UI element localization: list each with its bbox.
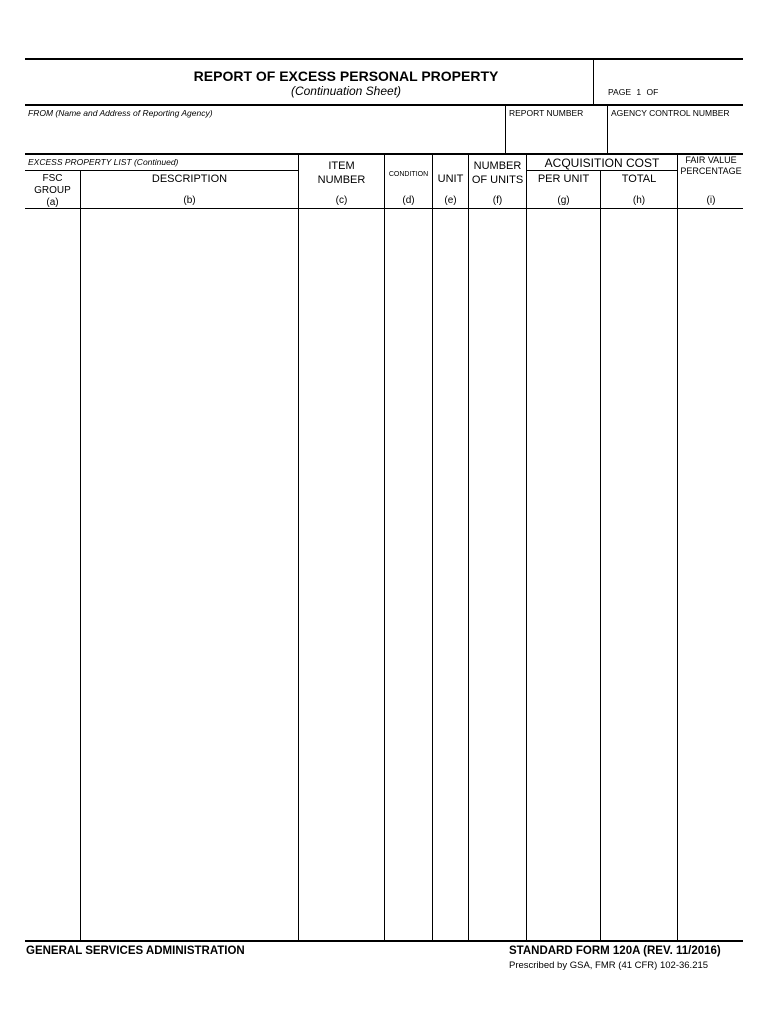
agency-control-divider: [607, 105, 608, 154]
form-id: STANDARD FORM 120A (REV. 11/2016): [509, 945, 721, 957]
col-g-header: PER UNIT: [537, 173, 590, 185]
col-f-header: NUMBER OF UNITS: [471, 160, 524, 186]
report-number-divider: [505, 105, 506, 154]
from-label: FROM (Name and Address of Reporting Agency): [28, 108, 213, 118]
report-number-field[interactable]: [507, 120, 605, 152]
page-label: PAGE: [608, 87, 631, 97]
from-field[interactable]: [26, 120, 504, 152]
form-subtitle: (Continuation Sheet): [290, 84, 402, 98]
col-h-header: TOTAL: [621, 173, 657, 185]
acquisition-cost-header: ACQUISITION COST: [544, 156, 660, 170]
agency-control-field[interactable]: [609, 120, 741, 152]
col-e-code: (e): [444, 195, 457, 206]
list-label-underline: [25, 170, 298, 171]
col-d-code: (d): [402, 195, 415, 206]
report-number-label: REPORT NUMBER: [509, 108, 584, 118]
form-title: REPORT OF EXCESS PERSONAL PROPERTY: [193, 68, 499, 84]
col-i-header: FAIR VALUE PERCENTAGE: [680, 155, 742, 176]
col-h-code: (h): [632, 195, 646, 206]
page-number[interactable]: 1: [636, 87, 642, 97]
col-d-header: CONDITION: [388, 171, 429, 178]
prescribed-note: Prescribed by GSA, FMR (41 CFR) 102-36.215: [509, 960, 709, 971]
table-bottom-border: [25, 940, 743, 942]
page-of-label: OF: [646, 87, 659, 97]
col-e-header: UNIT: [437, 173, 464, 185]
col-a-header: FSC GROUP (a): [34, 173, 71, 208]
page-indicator: [608, 87, 658, 97]
col-i-code: (i): [706, 195, 716, 206]
col-b-header: DESCRIPTION: [151, 173, 228, 185]
agency-control-label: AGENCY CONTROL NUMBER: [611, 108, 730, 118]
col-b-code: (b): [183, 195, 196, 206]
acquisition-underline: [527, 170, 677, 171]
col-f-code: (f): [492, 195, 503, 206]
title-bottom-border: [25, 104, 743, 106]
list-label: EXCESS PROPERTY LIST (Continued): [28, 157, 179, 167]
col-g-code: (g): [557, 195, 570, 206]
col-c-code: (c): [335, 195, 348, 206]
agency-name: GENERAL SERVICES ADMINISTRATION: [26, 945, 245, 957]
col-c-header: ITEM NUMBER: [317, 160, 366, 186]
property-list-body[interactable]: [26, 210, 742, 939]
top-border: [25, 58, 743, 60]
